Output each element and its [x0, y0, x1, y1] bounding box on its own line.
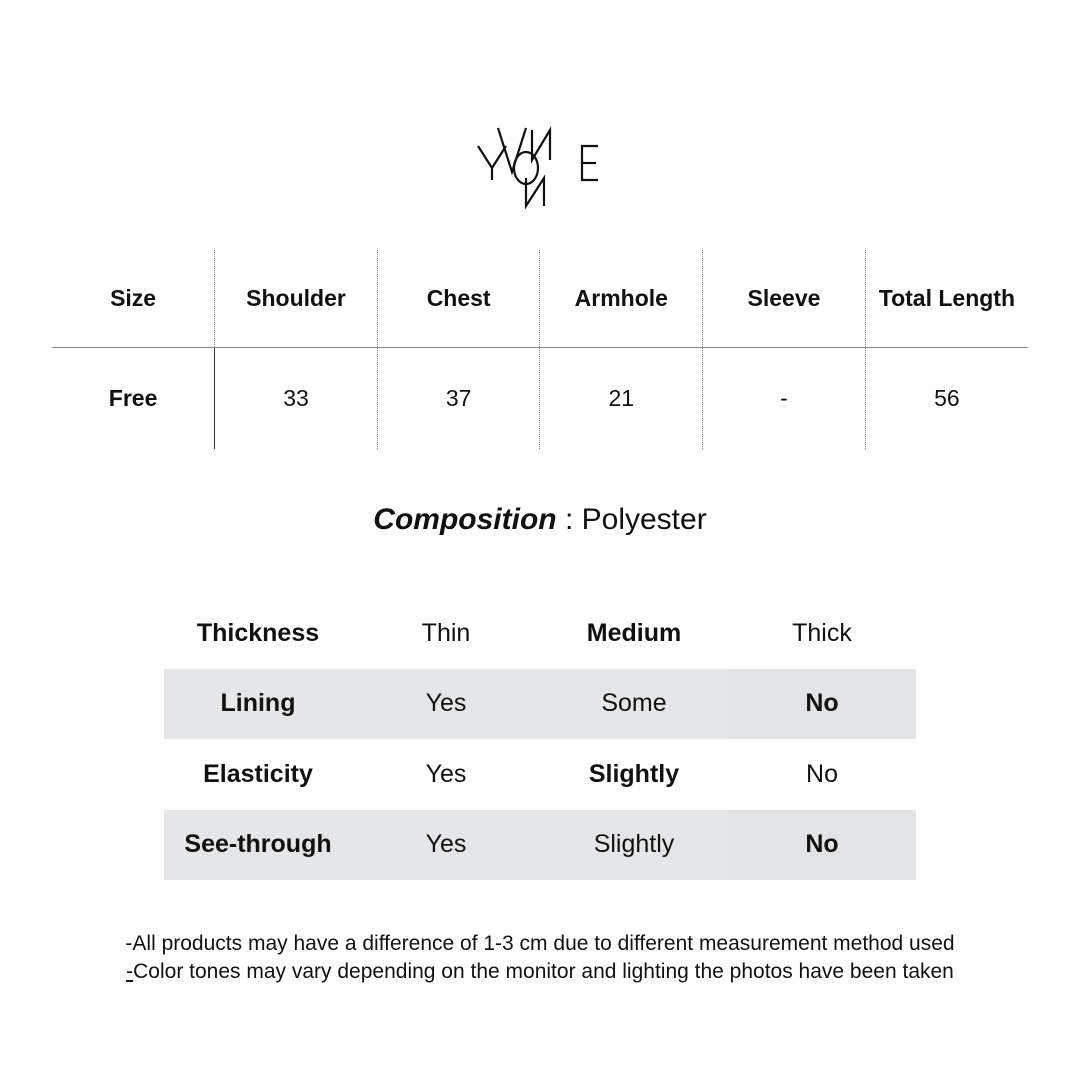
table-row	[52, 348, 1028, 450]
fabric-option: Medium	[586, 618, 682, 647]
brand-logo	[470, 120, 610, 215]
header-chest: Chest	[377, 250, 540, 348]
cell-chest: 37	[377, 348, 540, 450]
fabric-option: No	[806, 759, 838, 788]
cell-shoulder: 33	[215, 348, 378, 450]
header-sleeve: Sleeve	[703, 250, 866, 348]
fabric-row-elasticity	[164, 739, 916, 810]
fabric-option: Thick	[792, 618, 852, 647]
header-armhole: Armhole	[540, 250, 703, 348]
note-color-dash: -	[126, 960, 134, 983]
size-table-header	[52, 250, 1028, 348]
fabric-row-label: See-through	[164, 810, 352, 881]
header-shoulder: Shoulder	[215, 250, 378, 348]
composition-line	[0, 503, 1080, 537]
header-size: Size	[52, 250, 215, 348]
fabric-option: Some	[540, 669, 728, 740]
note-color-text: Color tones may vary depending on the monitor and lighting the photos have been taken	[133, 960, 954, 983]
composition-separator: :	[564, 503, 574, 536]
fabric-option: Slightly	[540, 810, 728, 881]
fabric-option: Yes	[352, 810, 540, 881]
fabric-option: Yes	[352, 669, 540, 740]
fabric-row-label: Lining	[164, 669, 352, 740]
fabric-option: Yes	[425, 759, 467, 788]
note-measurement: -All products may have a difference of 1-3 cm due to different measurement method used	[125, 932, 955, 955]
header-total-length: Total Length	[865, 250, 1028, 348]
composition-label: Composition	[373, 503, 557, 536]
fabric-option: Slightly	[588, 759, 680, 788]
cell-sleeve: -	[703, 348, 866, 450]
cell-total-length: 56	[865, 348, 1028, 450]
note-color	[0, 958, 1080, 986]
composition-value: Polyester	[581, 503, 707, 536]
logo-mark	[470, 120, 610, 210]
fabric-table	[164, 598, 916, 880]
fabric-row-label: Elasticity	[203, 759, 313, 788]
cell-size: Free	[108, 385, 158, 411]
fabric-option: No	[728, 669, 916, 740]
fabric-row-label: Thickness	[196, 618, 320, 647]
fabric-row-see-through	[164, 810, 916, 881]
fabric-option: Thin	[421, 618, 471, 647]
fabric-option: No	[728, 810, 916, 881]
fabric-row-lining	[164, 669, 916, 740]
cell-armhole: 21	[540, 348, 703, 450]
notes	[0, 930, 1080, 986]
size-table	[52, 250, 1028, 449]
fabric-row-thickness	[164, 598, 916, 669]
